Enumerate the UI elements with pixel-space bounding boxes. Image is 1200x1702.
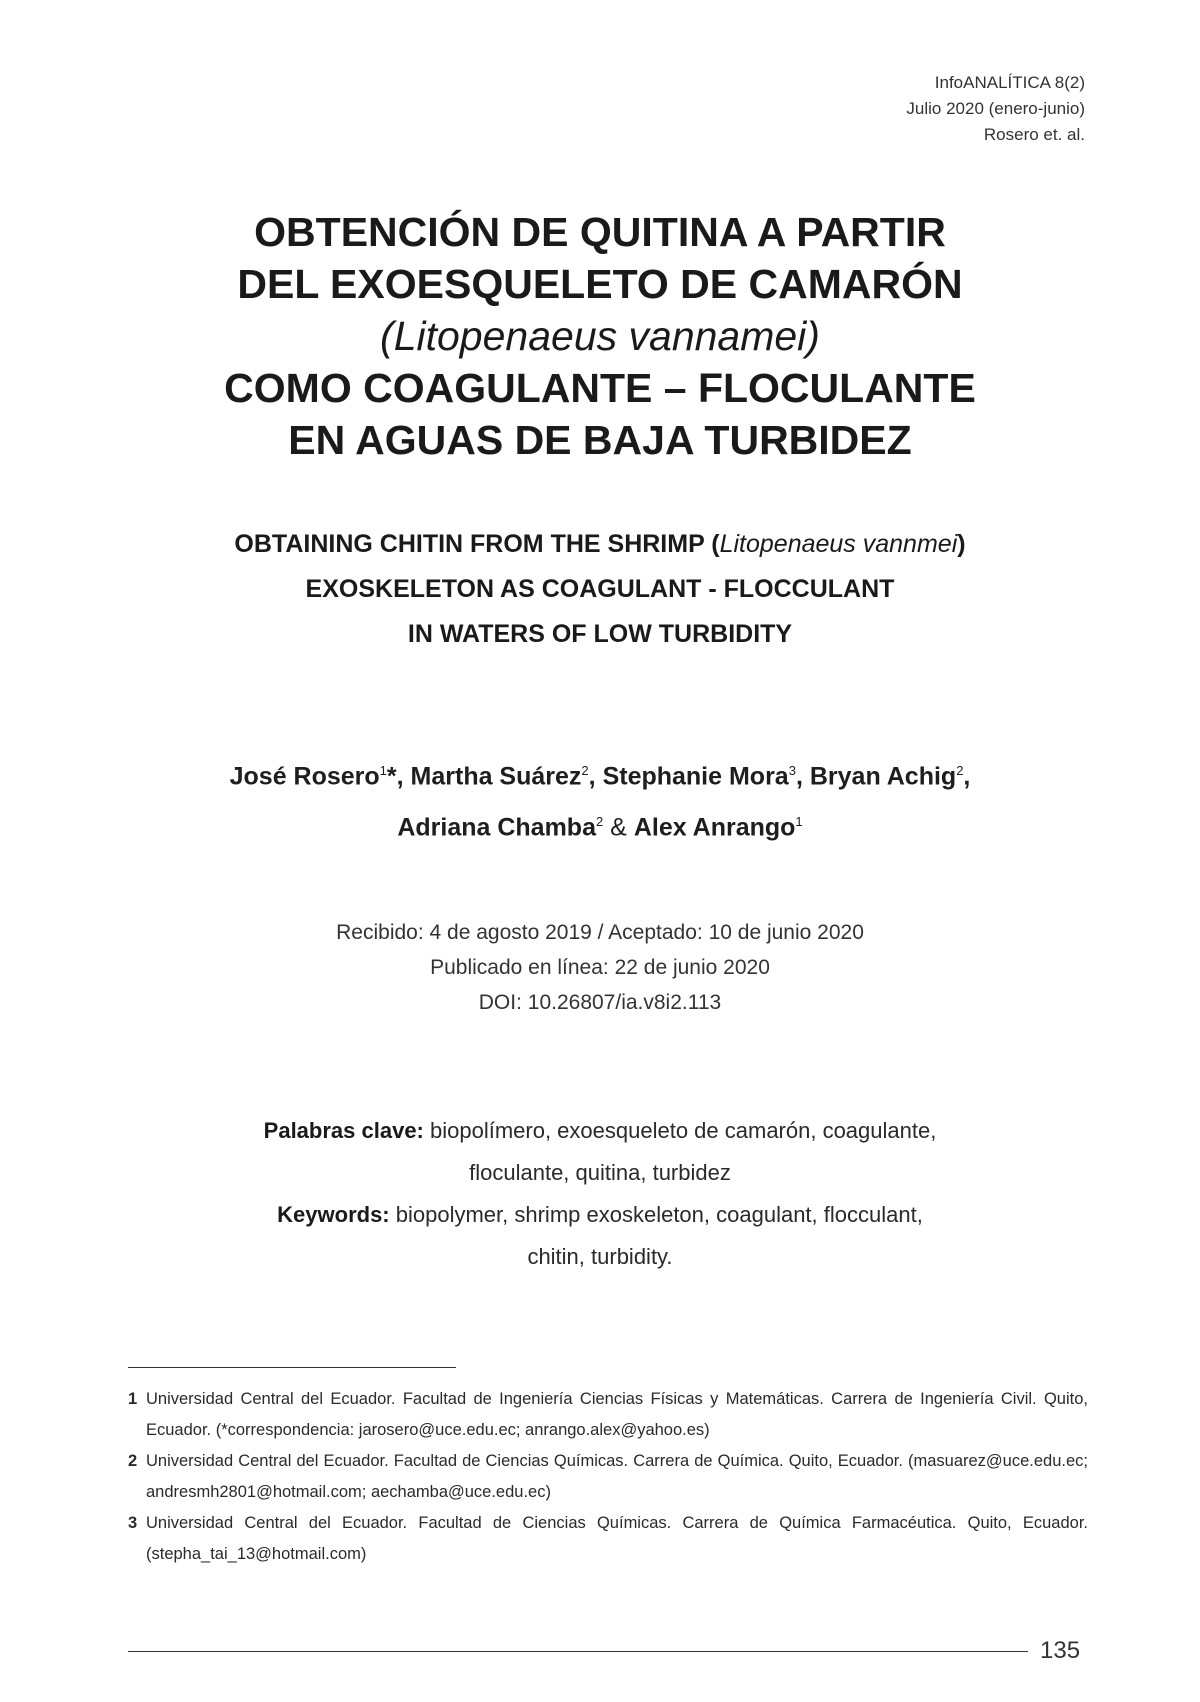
author-list [0,748,1200,851]
bottom-divider [128,1651,1028,1652]
published-online: Publicado en línea: 22 de junio 2020 [430,956,770,979]
footnote [128,1384,1088,1446]
affiliation-mark: 1 [379,763,387,778]
footnote [128,1446,1088,1508]
footnote-number: 1 [128,1390,138,1408]
species-name-en: Litopenaeus vannmei [719,530,958,558]
title-es-line: OBTENCIÓN DE QUITINA A PARTIR [254,209,946,255]
doi[interactable]: DOI: 10.26807/ia.v8i2.113 [478,991,722,1014]
title-en-line: EXOSKELETON AS COAGULANT - FLOCCULANT [305,575,895,603]
page-number: 135 [1040,1637,1081,1664]
footnote [128,1508,1088,1570]
footnote-number: 3 [128,1514,138,1532]
footnotes [128,1384,1088,1570]
author-sep: , [795,762,810,791]
author-name: Martha Suárez [410,762,582,791]
author-sep: & [603,813,634,842]
keywords-es-line [0,1110,1200,1152]
affiliation-mark: 3 [788,763,796,778]
title-en-line: IN WATERS OF LOW TURBIDITY [407,620,793,648]
footnote-text: Universidad Central del Ecuador. Facultad de Ciencias Químicas. Carrera de Química. Quito, Ecuador. (masuarez@uce.edu.ec; andresmh2801@hotmail.com; aechamba@uce.edu.ec) [146,1452,1088,1501]
affiliation-mark: 2 [581,763,589,778]
author-name: Alex Anrango [633,813,796,842]
footnote-divider [128,1367,456,1368]
footnote-number: 2 [128,1452,138,1470]
authors-short: Rosero et. al. [983,125,1085,144]
author-sep: *, [386,762,411,791]
author-name: Adriana Chamba [397,813,596,842]
author-sep: , [963,762,971,791]
keywords-en-line [0,1194,1200,1236]
title-spanish [0,206,1200,466]
title-es-line: EN AGUAS DE BAJA TURBIDEZ [288,417,912,463]
journal-name: InfoANALÍTICA 8(2) [934,73,1085,92]
keywords-es-line2: floculante, quitina, turbidez [469,1160,731,1185]
title-english [0,522,1200,657]
received-accepted: Recibido: 4 de agosto 2019 / Aceptado: 10 de junio 2020 [336,921,864,944]
paren-open: ( [380,313,394,359]
keywords-en-line2: chitin, turbidity. [527,1244,673,1269]
footnote-text: Universidad Central del Ecuador. Facultad de Ingeniería Ciencias Físicas y Matemáticas. Carrera de Ingeniería Civil. Quito, Ecuador. (*correspondencia: jarosero@uce.edu.ec; anrango.alex@yahoo.es) [146,1390,1088,1439]
author-line [0,799,1200,850]
affiliation-mark: 2 [956,763,964,778]
keywords-es-text: biopolímero, exoesqueleto de camarón, coagulante, [423,1118,937,1143]
affiliation-mark: 2 [596,814,604,830]
publication-dates [0,915,1200,1020]
title-en-suffix: ) [957,530,966,558]
title-en-line [0,522,1200,567]
author-name: Bryan Achig [809,762,957,791]
title-es-line: COMO COAGULANTE – FLOCULANTE [224,365,976,411]
author-line [0,748,1200,799]
keywords-es-label: Palabras clave: [263,1118,424,1143]
title-es-species-line [0,310,1200,362]
author-sep: , [588,762,603,791]
title-en-prefix: OBTAINING CHITIN FROM THE SHRIMP ( [234,530,720,558]
footnote-text: Universidad Central del Ecuador. Facultad de Ciencias Químicas. Carrera de Química Farmacéutica. Quito, Ecuador. (stepha_tai_13@hotmail.com) [146,1514,1088,1563]
species-name: Litopenaeus vannamei [393,313,807,359]
keywords-en-label: Keywords: [277,1202,390,1227]
running-head [906,70,1085,148]
issue-date: Julio 2020 (enero-junio) [906,99,1085,118]
paren-close: ) [806,313,820,359]
title-es-line: DEL EXOESQUELETO DE CAMARÓN [237,261,963,307]
affiliation-mark: 1 [795,814,803,830]
author-name: José Rosero [229,762,380,791]
keywords-block [0,1110,1200,1278]
author-name: Stephanie Mora [602,762,789,791]
keywords-en-text: biopolymer, shrimp exoskeleton, coagulant, flocculant, [389,1202,923,1227]
